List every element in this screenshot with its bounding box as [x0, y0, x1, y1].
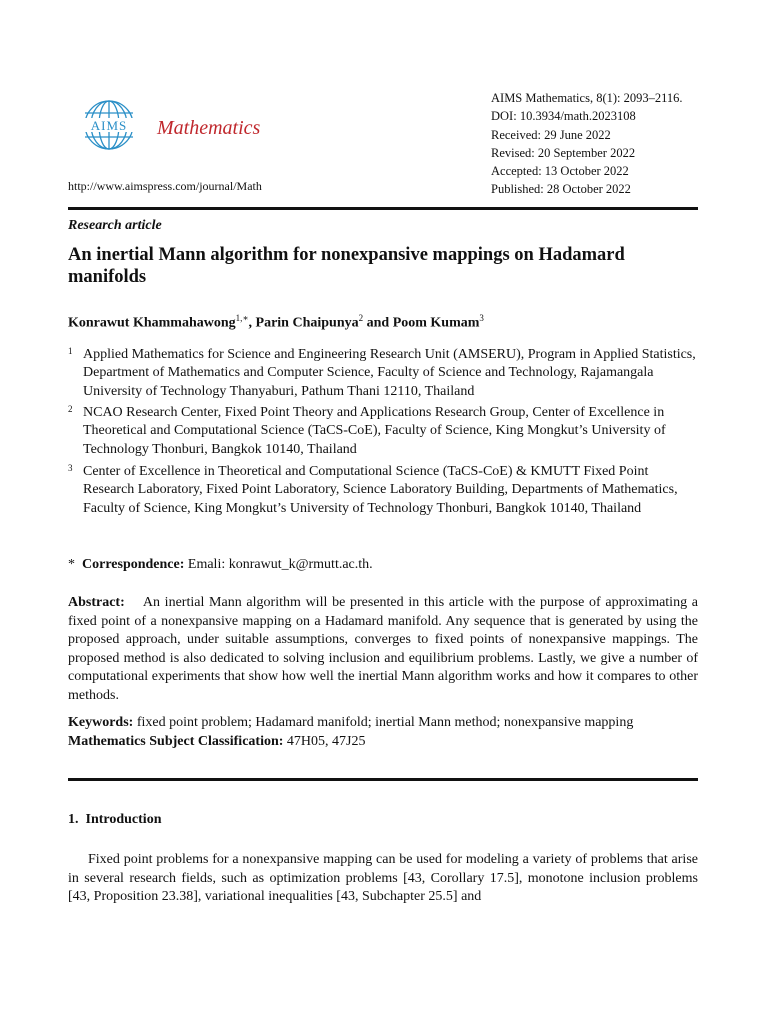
correspondence-email[interactable]: Emali: konrawut_k@rmutt.ac.th. [187, 557, 373, 572]
affiliation-3-text: Center of Excellence in Theoretical and Computational Science (TaCS-CoE) & KMUTT Fixed Point Research Laboratory, Fixed Point Laboratory, Science Laboratory Building, Departments of Mathematics, Faculty of Science, King Mongkut’s University of Technology Thonburi, Bangkok 10140, Thailand [83, 464, 678, 516]
citation: AIMS Mathematics, 8(1): 2093–2116. [491, 91, 683, 105]
revised-date: Revised: 20 September 2022 [491, 145, 636, 160]
correspondence [68, 557, 373, 573]
journal-url[interactable]: http://www.aimspress.com/journal/Math [68, 179, 262, 193]
author-list [68, 313, 484, 332]
author-2-sup: 2 [358, 313, 364, 323]
published-date: Published: 28 October 2022 [491, 182, 631, 197]
msc-text: 47H05, 47J25 [286, 733, 366, 749]
abstract-label: Abstract: [68, 595, 125, 610]
journal-name: Mathematics [157, 117, 261, 139]
abstract-text: An inertial Mann algorithm will be presented in this article with the purpose of approximating a fixed point of a nonexpansive mapping on a Hadamard manifold. Any sequence that is generated by using the proposed approach, under suitable assumptions, converges to fixed points of nonexpansive mappings. The proposed method is also dedicated to solving inclusion and equilibrium problems. Lastly, we give a number of computational experiments that show how well the inertial Mann algorithm works and how it compares to other methods. [68, 595, 699, 703]
article-title: An inertial Mann algorithm for nonexpansive mappings on Hadamard manifolds [68, 245, 625, 287]
introduction-paragraph: Fixed point problems for a nonexpansive mapping can be used for modeling a variety of problems that arise in several research fields, such as optimization problems [43, Corollary 17.5], monotone inclusion problems [43, Proposition 23.38], variational inequalities [43, Subchapter 25.5] and [68, 852, 698, 904]
doi[interactable]: DOI: 10.3934/math.2023108 [491, 109, 636, 124]
author-sep-2: and [363, 315, 393, 331]
abstract [68, 594, 698, 705]
aims-logo [77, 99, 141, 151]
author-3: Poom Kumam [392, 315, 480, 331]
front-matter-rule [68, 778, 698, 781]
correspondence-star: * [68, 557, 75, 572]
header-rule [68, 207, 698, 210]
received-date: Received: 29 June 2022 [491, 127, 611, 142]
keywords-text: fixed point problem; Hadamard manifold; inertial Mann method; nonexpansive mapping [136, 715, 634, 730]
aims-logo-text: AIMS [90, 118, 128, 133]
article-type: Research article [68, 218, 162, 233]
affiliation-3-num: 3 [68, 463, 73, 473]
author-1-sup: 1,∗ [235, 313, 249, 323]
keywords-label: Keywords: [68, 715, 134, 730]
keywords-block [68, 714, 698, 751]
author-sep-1: , [248, 315, 256, 331]
author-3-sup: 3 [479, 313, 484, 323]
affiliation-1-text: Applied Mathematics for Science and Engineering Research Unit (AMSERU), Program in Applied Statistics, Department of Mathematics and Computer Science, Faculty of Science and Technology, Rajamangala University of Technology Thanyaburi, Pathum Thani 12110, Thailand [83, 347, 696, 399]
affiliation-2-num: 2 [68, 404, 73, 414]
correspondence-label: Correspondence: [82, 557, 185, 572]
author-1: Konrawut Khammahawong [68, 315, 236, 331]
section-heading-introduction: 1. Introduction [68, 812, 162, 827]
affiliation-2-text: NCAO Research Center, Fixed Point Theory and Applications Research Group, Center of Excellence in Theoretical and Computational Science (TaCS-CoE), Faculty of Science, King Mongkut’s University of Technology Thonburi, Bangkok 10140, Thailand [83, 405, 666, 457]
accepted-date: Accepted: 13 October 2022 [491, 164, 629, 179]
affiliation-1-num: 1 [68, 346, 73, 356]
article-meta [491, 89, 683, 199]
author-2: Parin Chaipunya [255, 315, 359, 331]
msc-label: Mathematics Subject Classification: [68, 733, 284, 749]
